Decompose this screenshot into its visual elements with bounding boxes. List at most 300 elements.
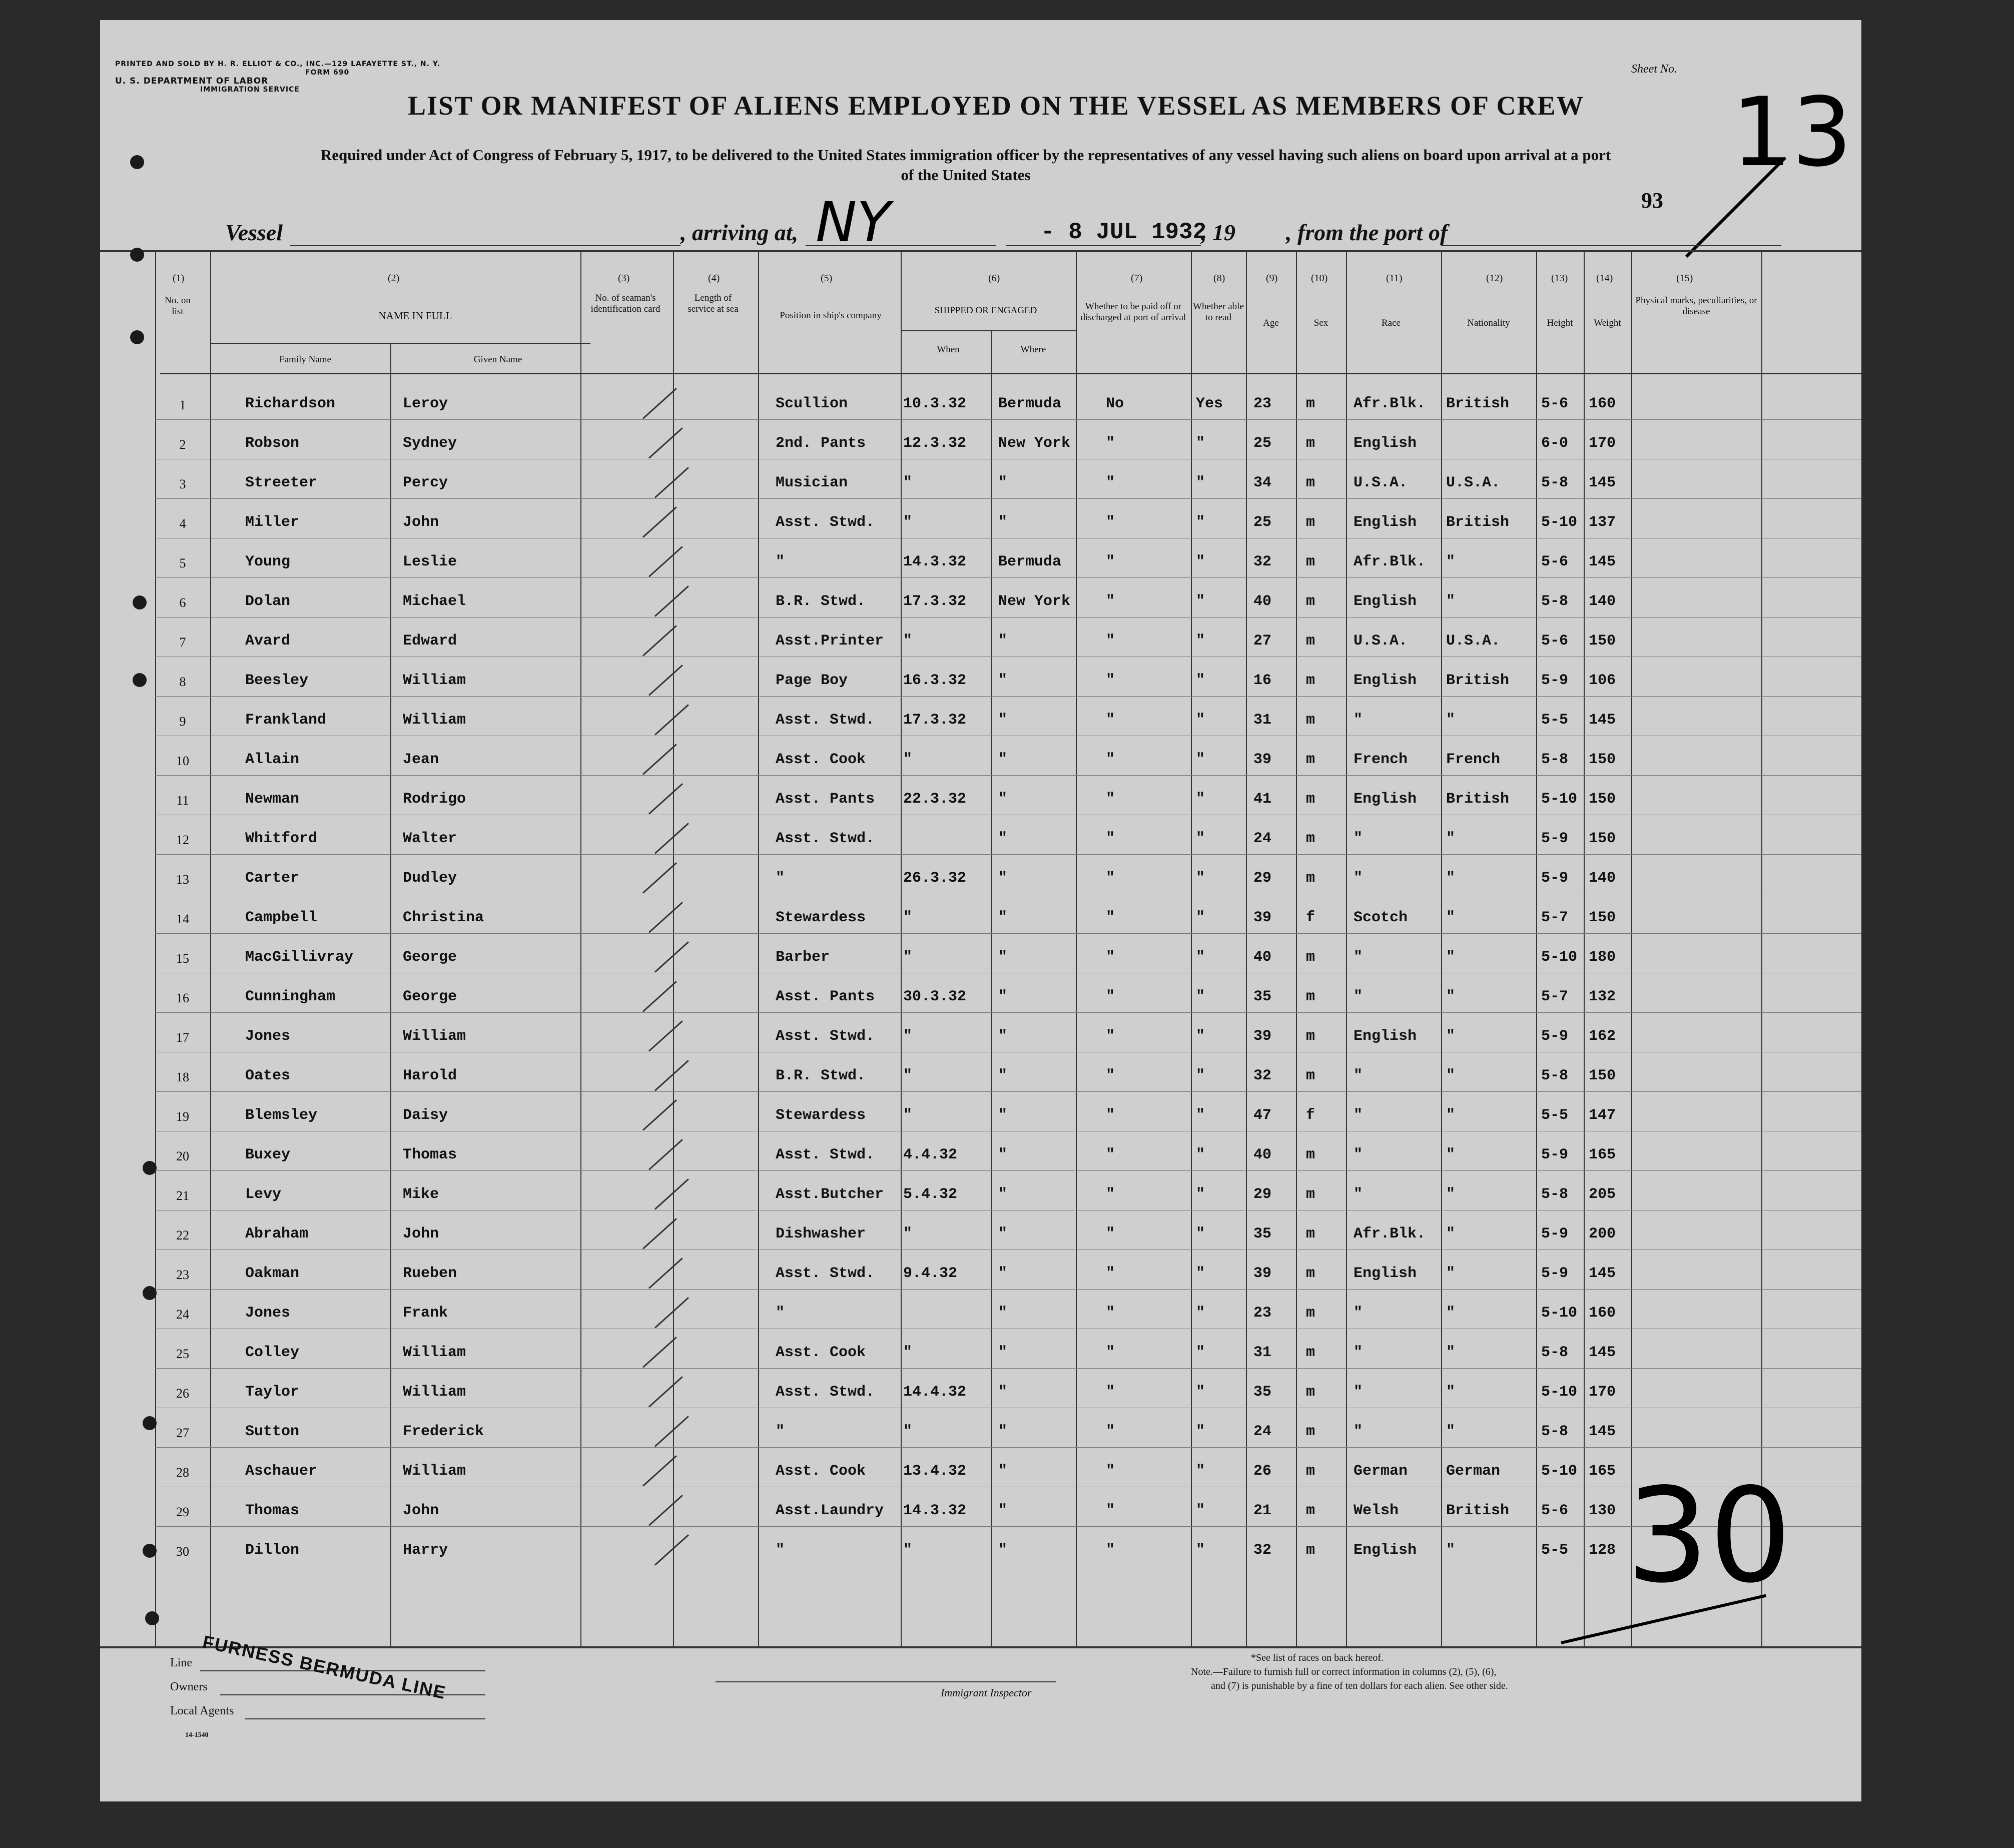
checkmark-icon — [654, 1178, 689, 1209]
cell-paid: " — [1106, 830, 1115, 847]
cell-position: Asst. Cook — [776, 1344, 866, 1361]
cell-nat: British — [1446, 1502, 1510, 1519]
cell-given: Rueben — [403, 1265, 457, 1282]
cell-height: 5-5 — [1541, 1107, 1569, 1124]
cell-sex: m — [1306, 1305, 1315, 1322]
punch-hole — [130, 248, 144, 262]
cell-sex: m — [1306, 751, 1315, 768]
cell-where: " — [998, 474, 1008, 491]
cell-height: 5-10 — [1541, 1384, 1578, 1401]
cell-age: 40 — [1253, 1146, 1272, 1163]
cell-race: English — [1354, 791, 1417, 808]
checkmark-icon — [654, 467, 689, 498]
cell-paid: " — [1106, 988, 1115, 1005]
row-number: 6 — [179, 595, 186, 610]
cell-paid: " — [1106, 1028, 1115, 1045]
cell-height: 5-10 — [1541, 949, 1578, 966]
inspector-line — [716, 1681, 1056, 1682]
cell-read: " — [1196, 1225, 1205, 1243]
cell-position: Asst. Stwd. — [776, 514, 875, 531]
row-rule — [155, 498, 1861, 499]
cell-read: " — [1196, 1146, 1205, 1163]
cell-where: " — [998, 633, 1008, 650]
cell-weight: 150 — [1589, 791, 1616, 808]
row-number: 28 — [176, 1465, 189, 1480]
cell-when: 17.3.32 — [903, 593, 967, 610]
cell-nat: " — [1446, 1344, 1456, 1361]
col-number: (1) — [173, 273, 185, 284]
cell-given: George — [403, 988, 457, 1005]
col-number: (6) — [988, 273, 1000, 284]
checkmark-icon — [642, 1218, 677, 1249]
cell-paid: No — [1106, 395, 1124, 412]
cell-position: Scullion — [776, 395, 848, 412]
cell-paid: " — [1106, 949, 1115, 966]
row-number: 14 — [176, 912, 189, 926]
cell-read: " — [1196, 1542, 1205, 1559]
cell-nat: " — [1446, 1028, 1456, 1045]
cell-weight: 145 — [1589, 474, 1616, 491]
cell-position: Asst. Cook — [776, 751, 866, 768]
row-number: 21 — [176, 1188, 189, 1203]
cell-height: 5-9 — [1541, 1028, 1569, 1045]
cell-paid: " — [1106, 791, 1115, 808]
vessel-label: Vessel — [225, 220, 283, 245]
cell-sex: m — [1306, 1502, 1315, 1519]
punch-hole — [143, 1416, 157, 1430]
cell-nat: " — [1446, 909, 1456, 926]
header-when: When — [937, 344, 960, 355]
date-stamp: - 8 JUL 1932 — [1041, 219, 1207, 245]
cell-position: " — [776, 1305, 785, 1322]
header-weight: Weight — [1594, 318, 1621, 328]
cell-position: " — [776, 1542, 785, 1559]
cell-nat: " — [1446, 712, 1456, 729]
cell-family: Oakman — [245, 1265, 300, 1282]
agents-underline — [245, 1718, 485, 1719]
cell-age: 32 — [1253, 553, 1272, 570]
cell-position: Asst.Laundry — [776, 1502, 884, 1519]
checkmark-icon — [654, 1416, 689, 1447]
cell-where: " — [998, 909, 1008, 926]
row-rule — [155, 1526, 1861, 1527]
cell-paid: " — [1106, 1502, 1115, 1519]
cell-when: " — [903, 514, 913, 531]
cell-race: " — [1354, 830, 1363, 847]
cell-family: Abraham — [245, 1225, 309, 1243]
checkmark-icon — [642, 1455, 677, 1486]
cell-paid: " — [1106, 514, 1115, 531]
cell-read: " — [1196, 672, 1205, 689]
cell-given: John — [403, 1225, 439, 1243]
header-shipped-engaged: SHIPPED OR ENGAGED — [934, 305, 1037, 316]
cell-when: " — [903, 909, 913, 926]
col-rule — [991, 330, 992, 1646]
cell-weight: 180 — [1589, 949, 1616, 966]
cell-height: 5-9 — [1541, 1146, 1569, 1163]
header-no-on-list: No. on list — [165, 295, 191, 317]
rule — [901, 330, 1076, 331]
cell-family: Frankland — [245, 712, 327, 729]
cell-when: 16.3.32 — [903, 672, 967, 689]
cell-age: 35 — [1253, 988, 1272, 1005]
cell-paid: " — [1106, 1225, 1115, 1243]
cell-position: Stewardess — [776, 909, 866, 926]
form-number: FORM 690 — [305, 69, 350, 77]
cell-weight: 200 — [1589, 1225, 1616, 1243]
cell-race: " — [1354, 1305, 1363, 1322]
cell-where: " — [998, 949, 1008, 966]
cell-family: Thomas — [245, 1502, 300, 1519]
cell-family: Whitford — [245, 830, 318, 847]
cell-position: Asst. Stwd. — [776, 712, 875, 729]
cell-position: Dishwasher — [776, 1225, 866, 1243]
cell-height: 5-10 — [1541, 1463, 1578, 1480]
cell-weight: 145 — [1589, 712, 1616, 729]
cell-age: 29 — [1253, 870, 1272, 887]
cell-read: " — [1196, 633, 1205, 650]
cell-given: William — [403, 1344, 466, 1361]
cell-height: 5-8 — [1541, 751, 1569, 768]
cell-age: 39 — [1253, 1265, 1272, 1282]
cell-given: Mike — [403, 1186, 439, 1203]
cell-where: " — [998, 1265, 1008, 1282]
cell-weight: 106 — [1589, 672, 1616, 689]
cell-sex: m — [1306, 1028, 1315, 1045]
form-number-footer: 14-1540 — [185, 1731, 209, 1739]
cell-age: 32 — [1253, 1067, 1272, 1084]
cell-position: B.R. Stwd. — [776, 1067, 866, 1084]
cell-sex: m — [1306, 1344, 1315, 1361]
col-number: (8) — [1213, 273, 1225, 284]
row-number: 25 — [176, 1347, 189, 1361]
cell-nat: " — [1446, 949, 1456, 966]
row-rule — [155, 577, 1861, 578]
cell-position: B.R. Stwd. — [776, 593, 866, 610]
cell-when: " — [903, 1107, 913, 1124]
cell-read: Yes — [1196, 395, 1223, 412]
col-number: (7) — [1131, 273, 1143, 284]
checkmark-icon — [648, 1495, 683, 1526]
row-number: 4 — [179, 516, 186, 531]
cell-race: Scotch — [1354, 909, 1408, 926]
table-top-rule — [100, 250, 1861, 252]
cell-age: 24 — [1253, 830, 1272, 847]
cell-family: Carter — [245, 870, 300, 887]
header-position: Position in ship's company — [780, 310, 882, 321]
cell-height: 5-6 — [1541, 633, 1569, 650]
cell-weight: 132 — [1589, 988, 1616, 1005]
cell-paid: " — [1106, 474, 1115, 491]
cell-height: 5-9 — [1541, 830, 1569, 847]
cell-when: " — [903, 1067, 913, 1084]
col-rule — [1076, 250, 1077, 1646]
inspector-label: Immigrant Inspector — [941, 1686, 1032, 1699]
cell-race: " — [1354, 712, 1363, 729]
cell-nat: " — [1446, 593, 1456, 610]
cell-where: Bermuda — [998, 395, 1062, 412]
row-number: 17 — [176, 1030, 189, 1045]
cell-sex: m — [1306, 435, 1315, 452]
cell-family: Colley — [245, 1344, 300, 1361]
cell-where: " — [998, 1186, 1008, 1203]
sheet-no-label: Sheet No. — [1631, 63, 1677, 76]
header-physical-marks: Physical marks, peculiarities, or disease — [1635, 295, 1757, 317]
punch-hole — [130, 330, 144, 344]
cell-paid: " — [1106, 1186, 1115, 1203]
cell-height: 5-8 — [1541, 593, 1569, 610]
cell-paid: " — [1106, 1463, 1115, 1480]
cell-age: 41 — [1253, 791, 1272, 808]
cell-where: " — [998, 870, 1008, 887]
header-race: Race — [1382, 318, 1401, 328]
cell-weight: 162 — [1589, 1028, 1616, 1045]
cell-family: Young — [245, 553, 291, 570]
cell-given: Leroy — [403, 395, 448, 412]
col-number: (12) — [1486, 273, 1503, 284]
col-rule — [1536, 250, 1537, 1646]
cell-read: " — [1196, 474, 1205, 491]
punch-hole — [133, 595, 147, 609]
row-number: 30 — [176, 1544, 189, 1559]
cell-age: 21 — [1253, 1502, 1272, 1519]
header-length-service: Length of service at sea — [688, 293, 739, 314]
cell-family: Dillon — [245, 1542, 300, 1559]
checkmark-icon — [654, 941, 689, 972]
checkmark-icon — [648, 1139, 683, 1170]
cell-race: English — [1354, 514, 1417, 531]
cell-where: " — [998, 1423, 1008, 1440]
cell-when: 22.3.32 — [903, 791, 967, 808]
cell-family: MacGillivray — [245, 949, 354, 966]
cell-height: 5-8 — [1541, 1423, 1569, 1440]
cell-sex: f — [1306, 909, 1315, 926]
footer-note-2: Note.—Failure to furnish full or correct information in columns (2), (5), (6), — [1191, 1666, 1497, 1677]
row-number: 23 — [176, 1268, 189, 1282]
cell-weight: 140 — [1589, 870, 1616, 887]
col-number: (3) — [618, 273, 630, 284]
cell-when: " — [903, 949, 913, 966]
cell-race: English — [1354, 593, 1417, 610]
cell-race: English — [1354, 1265, 1417, 1282]
cell-read: " — [1196, 751, 1205, 768]
cell-given: George — [403, 949, 457, 966]
cell-race: " — [1354, 949, 1363, 966]
cell-where: " — [998, 1305, 1008, 1322]
header-given-name: Given Name — [473, 354, 522, 365]
cell-where: " — [998, 751, 1008, 768]
local-agents-label: Local Agents — [170, 1704, 234, 1717]
punch-hole — [130, 155, 144, 169]
cell-where: " — [998, 672, 1008, 689]
rule — [210, 343, 590, 344]
row-number: 29 — [176, 1505, 189, 1519]
cell-nat: " — [1446, 1107, 1456, 1124]
cell-when: 10.3.32 — [903, 395, 967, 412]
header-age: Age — [1263, 318, 1279, 328]
cell-age: 39 — [1253, 1028, 1272, 1045]
row-number: 15 — [176, 951, 189, 966]
cell-where: " — [998, 514, 1008, 531]
cell-weight: 150 — [1589, 909, 1616, 926]
cell-weight: 130 — [1589, 1502, 1616, 1519]
cell-sex: m — [1306, 514, 1315, 531]
cell-nat: " — [1446, 1542, 1456, 1559]
header-height: Height — [1547, 318, 1573, 328]
cell-position: Asst. Stwd. — [776, 830, 875, 847]
cell-age: 35 — [1253, 1384, 1272, 1401]
cell-paid: " — [1106, 751, 1115, 768]
header-sex: Sex — [1313, 318, 1328, 328]
cell-weight: 170 — [1589, 435, 1616, 452]
cell-where: " — [998, 1502, 1008, 1519]
cell-read: " — [1196, 1265, 1205, 1282]
cell-when: " — [903, 1344, 913, 1361]
cell-when: " — [903, 1225, 913, 1243]
row-number: 20 — [176, 1149, 189, 1163]
cell-where: Bermuda — [998, 553, 1062, 570]
cell-family: Sutton — [245, 1423, 300, 1440]
cell-age: 23 — [1253, 1305, 1272, 1322]
cell-sex: m — [1306, 1146, 1315, 1163]
row-rule — [155, 854, 1861, 855]
cell-read: " — [1196, 909, 1205, 926]
cell-when: " — [903, 633, 913, 650]
checkmark-icon — [654, 704, 689, 735]
cell-where: " — [998, 1146, 1008, 1163]
furness-bermuda-line-stamp: FURNESS BERMUDA LINE — [201, 1631, 448, 1703]
checkmark-icon — [648, 902, 683, 933]
cell-weight: 205 — [1589, 1186, 1616, 1203]
cell-nat: U.S.A. — [1446, 474, 1501, 491]
cell-read: " — [1196, 791, 1205, 808]
col-number: (15) — [1676, 273, 1693, 284]
checkmark-icon — [648, 427, 683, 458]
cell-position: Asst. Stwd. — [776, 1028, 875, 1045]
cell-race: " — [1354, 1067, 1363, 1084]
cell-where: " — [998, 1384, 1008, 1401]
checkmark-icon — [642, 625, 677, 656]
cell-given: Daisy — [403, 1107, 448, 1124]
cell-read: " — [1196, 1186, 1205, 1203]
cell-given: Frederick — [403, 1423, 484, 1440]
cell-where: " — [998, 712, 1008, 729]
row-number: 26 — [176, 1386, 189, 1401]
cell-age: 23 — [1253, 395, 1272, 412]
cell-nat: " — [1446, 988, 1456, 1005]
header-bottom-rule — [160, 373, 1861, 374]
cell-family: Taylor — [245, 1384, 300, 1401]
cell-sex: m — [1306, 553, 1315, 570]
cell-read: " — [1196, 1028, 1205, 1045]
row-number: 22 — [176, 1228, 189, 1243]
cell-when: 14.4.32 — [903, 1384, 967, 1401]
cell-height: 5-9 — [1541, 672, 1569, 689]
col-number: (13) — [1551, 273, 1568, 284]
cell-nat: French — [1446, 751, 1501, 768]
cell-read: " — [1196, 1305, 1205, 1322]
cell-height: 5-7 — [1541, 909, 1569, 926]
row-rule — [155, 1289, 1861, 1290]
cell-given: Sydney — [403, 435, 457, 452]
cell-when: " — [903, 1028, 913, 1045]
cell-age: 34 — [1253, 474, 1272, 491]
cell-sex: m — [1306, 633, 1315, 650]
checkmark-icon — [654, 585, 689, 617]
cell-race: Afr.Blk. — [1354, 553, 1426, 570]
cell-paid: " — [1106, 1107, 1115, 1124]
row-rule — [155, 617, 1861, 618]
row-number: 12 — [176, 833, 189, 847]
col-rule — [210, 250, 211, 1646]
header-able-read: Whether able to read — [1193, 301, 1244, 323]
cell-given: John — [403, 1502, 439, 1519]
cell-given: William — [403, 712, 466, 729]
cell-weight: 145 — [1589, 1265, 1616, 1282]
cell-nat: U.S.A. — [1446, 633, 1501, 650]
department-name: U. S. DEPARTMENT OF LABOR — [115, 76, 269, 86]
row-number: 10 — [176, 754, 189, 768]
cell-position: Musician — [776, 474, 848, 491]
cell-race: Welsh — [1354, 1502, 1399, 1519]
cell-where: " — [998, 830, 1008, 847]
cell-paid: " — [1106, 1384, 1115, 1401]
cell-given: Leslie — [403, 553, 457, 570]
cell-position: Asst. Stwd. — [776, 1265, 875, 1282]
cell-nat: " — [1446, 1225, 1456, 1243]
cell-race: English — [1354, 1028, 1417, 1045]
cell-family: Beesley — [245, 672, 309, 689]
cell-nat: British — [1446, 395, 1510, 412]
cell-family: Cunningham — [245, 988, 336, 1005]
cell-paid: " — [1106, 1146, 1115, 1163]
date-underline — [1006, 245, 1201, 246]
cell-sex: m — [1306, 1384, 1315, 1401]
cell-where: " — [998, 988, 1008, 1005]
cell-where: " — [998, 1463, 1008, 1480]
row-number: 27 — [176, 1426, 189, 1440]
cell-height: 5-8 — [1541, 1067, 1569, 1084]
cell-nat: " — [1446, 553, 1456, 570]
row-rule — [155, 1091, 1861, 1092]
row-number: 1 — [179, 398, 186, 412]
cell-family: Robson — [245, 435, 300, 452]
punch-hole — [143, 1286, 157, 1300]
col-number: (11) — [1386, 273, 1403, 284]
cell-when: " — [903, 751, 913, 768]
cell-sex: m — [1306, 1423, 1315, 1440]
cell-weight: 150 — [1589, 633, 1616, 650]
cell-height: 5-9 — [1541, 1265, 1569, 1282]
line-label: Line — [170, 1656, 192, 1669]
cell-height: 5-5 — [1541, 712, 1569, 729]
arriving-label: , arriving at, — [681, 220, 799, 245]
cell-read: " — [1196, 553, 1205, 570]
cell-given: Christina — [403, 909, 484, 926]
col-number: (4) — [708, 273, 720, 284]
col-number: (2) — [388, 273, 400, 284]
cell-race: " — [1354, 1186, 1363, 1203]
cell-family: Buxey — [245, 1146, 291, 1163]
cell-when: " — [903, 1542, 913, 1559]
year-label: , 19 — [1201, 220, 1235, 245]
cell-position: Asst. Cook — [776, 1463, 866, 1480]
cell-nat: " — [1446, 1067, 1456, 1084]
manifest-sheet — [100, 20, 1861, 1801]
cell-where: " — [998, 791, 1008, 808]
cell-position: Asst.Butcher — [776, 1186, 884, 1203]
cell-position: Page Boy — [776, 672, 848, 689]
